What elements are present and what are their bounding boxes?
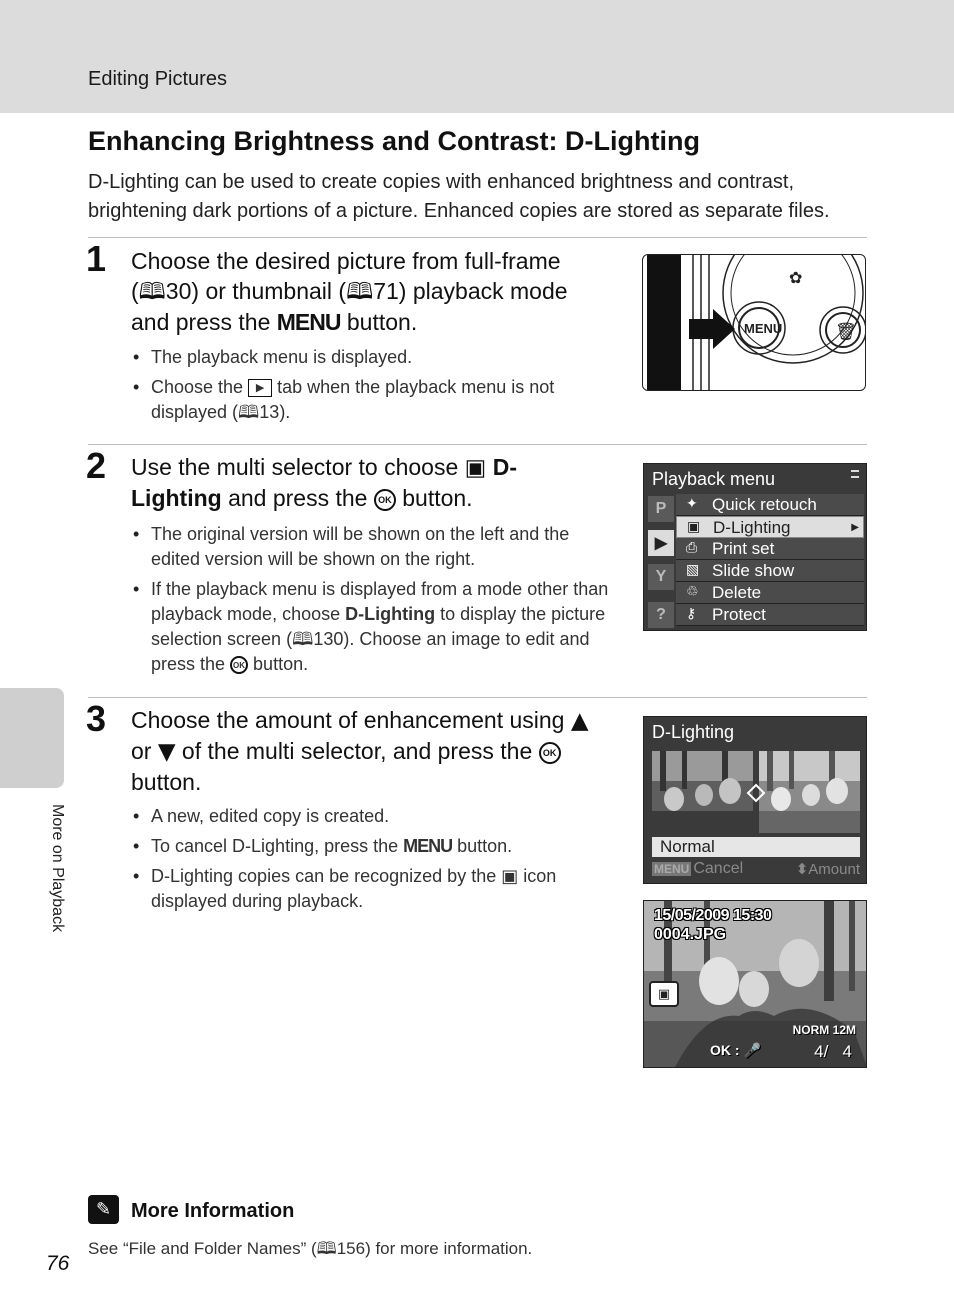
list-item: • A new, edited copy is created. xyxy=(131,804,601,829)
menu-item-quick-retouch[interactable]: ✦ Quick retouch xyxy=(676,494,864,516)
list-item: • To cancel D-Lighting, press the MENU button. xyxy=(131,834,601,859)
playback-tab-icon: ▶ xyxy=(248,379,272,397)
header-band xyxy=(0,0,954,113)
svg-text:MENU: MENU xyxy=(744,321,783,336)
menu-item-protect[interactable]: ⚷ Protect xyxy=(676,604,864,626)
screen-title: D-Lighting xyxy=(652,722,735,742)
side-tab-label: More on Playback xyxy=(49,804,66,933)
book-icon: 🕮 xyxy=(292,629,314,650)
book-icon: 🕮 xyxy=(138,279,166,305)
down-arrow-icon: ▼ xyxy=(157,739,176,765)
edited-photo xyxy=(759,751,860,833)
screen-title: Playback menu xyxy=(652,469,776,489)
cancel-hint: MENU Cancel xyxy=(654,860,744,877)
side-tab xyxy=(0,688,64,788)
step-3-bullets xyxy=(131,804,601,919)
page-number: 76 xyxy=(46,1252,70,1275)
d-lighting-icon: ▣ xyxy=(501,866,519,887)
file-name: 0004.JPG xyxy=(654,926,727,943)
ok-button-glyph: OK xyxy=(374,489,396,511)
divider xyxy=(88,237,867,238)
menu-key-icon: MENU xyxy=(654,862,690,876)
slideshow-icon: ▧ xyxy=(686,562,700,578)
amount-hint: ⬍Amount xyxy=(795,860,860,878)
trash-icon: ♲ xyxy=(686,584,699,600)
menu-item-delete[interactable]: ♲ Delete xyxy=(676,582,864,604)
before-after-photos xyxy=(652,751,860,833)
step-3-number: 3 xyxy=(86,698,107,739)
tab-setup[interactable]: Y xyxy=(648,564,674,590)
key-icon: ⚷ xyxy=(686,606,697,622)
menu-item-print-set[interactable]: ⎙ Print set xyxy=(676,538,864,560)
date-time-stamp: 15/05/2009 15:30 xyxy=(654,907,772,924)
microphone-icon: 🎤 xyxy=(743,1043,761,1059)
d-lighting-icon: ▣ xyxy=(649,981,679,1007)
step-2-text: Use the multi selector to choose ▣ D- Lighting and press the OK button. xyxy=(131,454,518,511)
more-information-title: More Information xyxy=(131,1200,295,1222)
menu-button-glyph: MENU xyxy=(276,309,341,335)
step-2-bullets xyxy=(131,522,611,682)
playback-screen xyxy=(643,900,867,1068)
intro-paragraph: D-Lighting can be used to create copies with enhanced brightness and contrast, brightening dark portions of a picture. Enhanced copies are stored as separate files. xyxy=(88,171,830,222)
list-item: • If the playback menu is displayed from a mode other than playback mode, choose D-Lighting to display the picture selection screen (🕮130). Choose an image to edit and press the OK button. xyxy=(131,577,611,677)
list-item: • The original version will be shown on the left and the edited version will be shown on the right. xyxy=(131,522,611,572)
chevron-right-icon: ▶ xyxy=(851,522,859,533)
ok-button-glyph: OK xyxy=(539,742,561,764)
list-item: • D-Lighting copies can be recognized by the ▣ icon displayed during playback. xyxy=(131,864,601,914)
step-1-number: 1 xyxy=(86,238,107,279)
original-photo xyxy=(652,751,753,833)
d-lighting-icon: ▣ xyxy=(464,455,487,481)
tab-shooting[interactable]: P xyxy=(648,496,674,522)
step-2-number: 2 xyxy=(86,445,107,486)
up-arrow-icon: ▲ xyxy=(570,708,589,734)
menu-item-slide-show[interactable]: ▧ Slide show xyxy=(676,560,864,582)
up-down-icon: ⬍ xyxy=(795,860,809,878)
quick-retouch-icon: ✦ xyxy=(686,496,698,512)
list-item: • The playback menu is displayed. xyxy=(131,345,601,370)
arrow-icon xyxy=(746,783,766,803)
more-information-icon: ✎ xyxy=(88,1195,119,1224)
step-1-bullets xyxy=(131,345,601,430)
image-quality-indicator: NORM 12M xyxy=(792,1023,856,1037)
book-icon: 🕮 xyxy=(238,402,260,423)
amount-value[interactable]: Normal xyxy=(652,837,860,857)
tab-help[interactable]: ? xyxy=(648,602,674,628)
chapter-header: Editing Pictures xyxy=(88,68,227,90)
d-lighting-icon: ▣ xyxy=(687,519,701,535)
menu-button-glyph: MENU xyxy=(403,836,453,856)
camera-back-illustration xyxy=(642,254,866,391)
step-1-text: Choose the desired picture from full-frame (🕮30) or thumbnail (🕮71) playback mode and press the MENU button. xyxy=(131,248,568,335)
more-information-text: See “File and Folder Names” (🕮156) for more information. xyxy=(88,1236,532,1265)
menu-item-d-lighting[interactable]: ▣ D-Lighting ▶ xyxy=(676,516,864,538)
ok-button-glyph: OK xyxy=(230,656,248,674)
divider xyxy=(88,444,867,445)
playback-menu-screen xyxy=(643,463,867,631)
step-3-text: Choose the amount of enhancement using ▲ or ▼ of the multi selector, and press the OK button. xyxy=(131,707,589,795)
book-icon: 🕮 xyxy=(316,1239,337,1259)
svg-text:🗑: 🗑 xyxy=(835,322,857,342)
d-lighting-screen xyxy=(643,716,867,884)
divider xyxy=(88,697,867,698)
voice-memo-indicator: OK : 🎤 xyxy=(710,1042,761,1059)
svg-text:✿: ✿ xyxy=(789,268,803,287)
tab-playback[interactable]: ▶ xyxy=(648,530,674,556)
list-item: • Choose the ▶ tab when the playback menu is not displayed (🕮13). xyxy=(131,375,601,425)
scroll-indicator-icon xyxy=(851,470,859,478)
print-icon: ⎙ xyxy=(686,540,698,556)
page-title: Enhancing Brightness and Contrast: D-Lighting xyxy=(88,126,700,156)
frame-counter: 4/ 4 xyxy=(814,1042,852,1061)
book-icon: 🕮 xyxy=(346,279,374,305)
